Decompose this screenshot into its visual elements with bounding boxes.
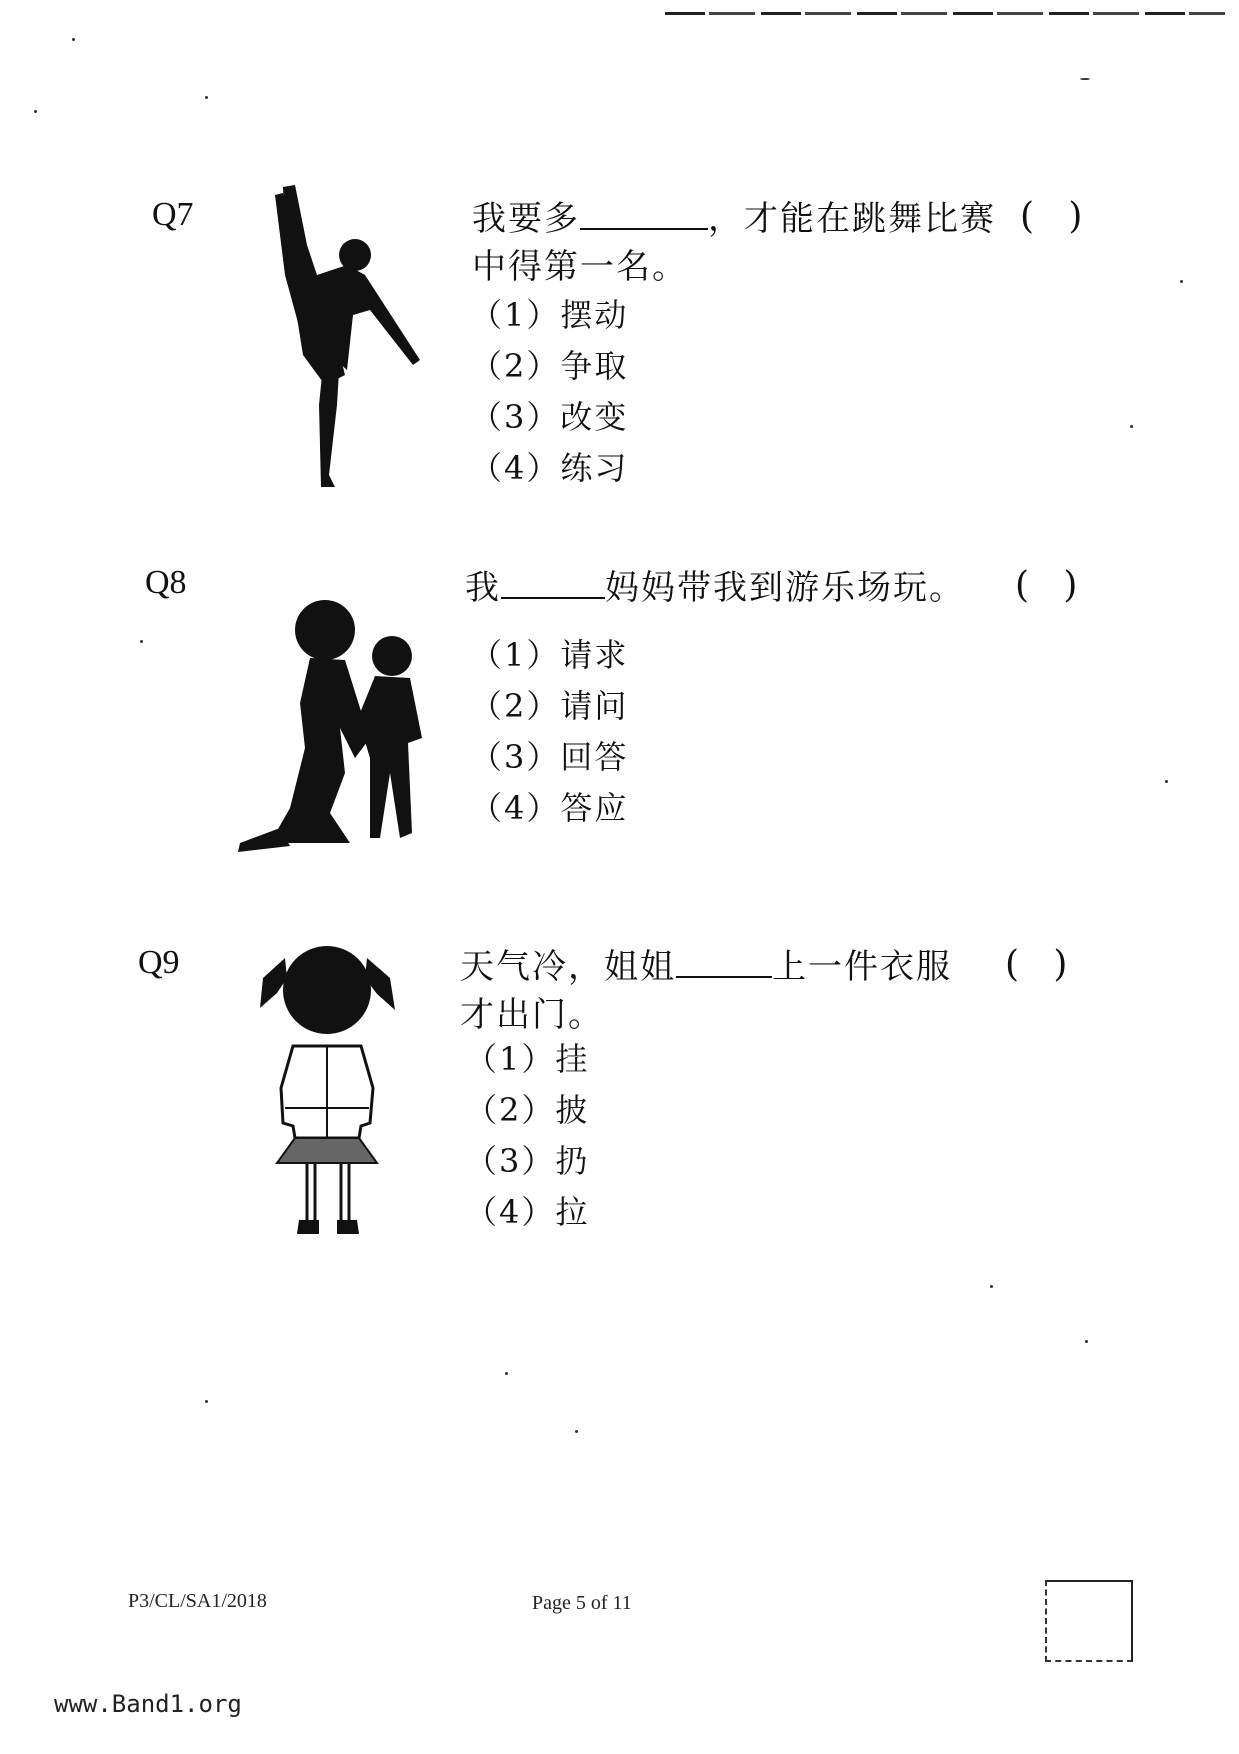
answer-blank xyxy=(676,946,772,978)
option-2[interactable]: （2）请问 xyxy=(470,687,629,725)
question-number: Q7 xyxy=(152,196,194,233)
scan-speck xyxy=(990,1285,993,1288)
stem-text: ，才能在跳舞比赛 xyxy=(708,199,996,239)
stem-text: 天气冷，姐姐 xyxy=(460,947,676,987)
answer-bracket[interactable]: ( ) xyxy=(1005,944,1068,985)
scan-speck xyxy=(1165,780,1168,783)
mother-and-child-icon xyxy=(230,598,430,853)
stem-text: 我 xyxy=(465,568,501,608)
option-1[interactable]: （1）挂 xyxy=(465,1040,590,1078)
option-list xyxy=(465,1034,589,1238)
option-list xyxy=(470,630,628,834)
answer-bracket[interactable]: ( ) xyxy=(1015,565,1078,606)
scan-speck xyxy=(72,38,75,41)
stem-text: 中得第一名。 xyxy=(472,247,688,287)
stem-text: 妈妈带我到游乐场玩。 xyxy=(605,568,965,608)
scan-speck xyxy=(575,1430,578,1433)
option-1[interactable]: （1）请求 xyxy=(470,636,629,674)
scan-speck xyxy=(34,110,37,113)
question-stem xyxy=(460,943,952,1039)
scan-speck xyxy=(1080,78,1090,80)
stem-text: 上一件衣服 xyxy=(772,947,952,987)
question-number: Q9 xyxy=(138,944,180,981)
option-4[interactable]: （4）练习 xyxy=(470,449,629,487)
stem-text: 才出门。 xyxy=(460,995,604,1035)
answer-bracket[interactable]: ( ) xyxy=(1020,196,1083,237)
option-list xyxy=(470,290,628,494)
answer-blank xyxy=(501,567,605,599)
option-1[interactable]: （1）摆动 xyxy=(470,296,629,334)
option-2[interactable]: （2）争取 xyxy=(470,347,629,385)
scan-speck xyxy=(140,640,143,643)
ballet-dancer-icon xyxy=(255,185,425,490)
scan-speck xyxy=(1130,425,1133,428)
option-3[interactable]: （3）扔 xyxy=(465,1142,590,1180)
page-number: Page 5 of 11 xyxy=(532,1592,632,1614)
paper-code: P3/CL/SA1/2018 xyxy=(128,1590,267,1612)
question-number: Q8 xyxy=(145,564,187,601)
option-3[interactable]: （3）回答 xyxy=(470,738,629,776)
question-stem xyxy=(465,564,965,612)
scan-speck xyxy=(205,1400,208,1403)
answer-blank xyxy=(580,198,708,230)
scan-speck xyxy=(505,1372,508,1375)
scan-artifact-line xyxy=(665,12,1225,15)
scan-speck xyxy=(205,96,208,99)
girl-in-jacket-icon xyxy=(255,938,400,1238)
score-box xyxy=(1045,1580,1133,1662)
option-3[interactable]: （3）改变 xyxy=(470,398,629,436)
scan-speck xyxy=(1180,280,1183,283)
watermark: www.Band1.org xyxy=(54,1690,242,1718)
option-2[interactable]: （2）披 xyxy=(465,1091,590,1129)
option-4[interactable]: （4）拉 xyxy=(465,1193,590,1231)
option-4[interactable]: （4）答应 xyxy=(470,789,629,827)
question-stem xyxy=(472,195,996,291)
stem-text: 我要多 xyxy=(472,199,580,239)
scan-speck xyxy=(1085,1340,1088,1343)
